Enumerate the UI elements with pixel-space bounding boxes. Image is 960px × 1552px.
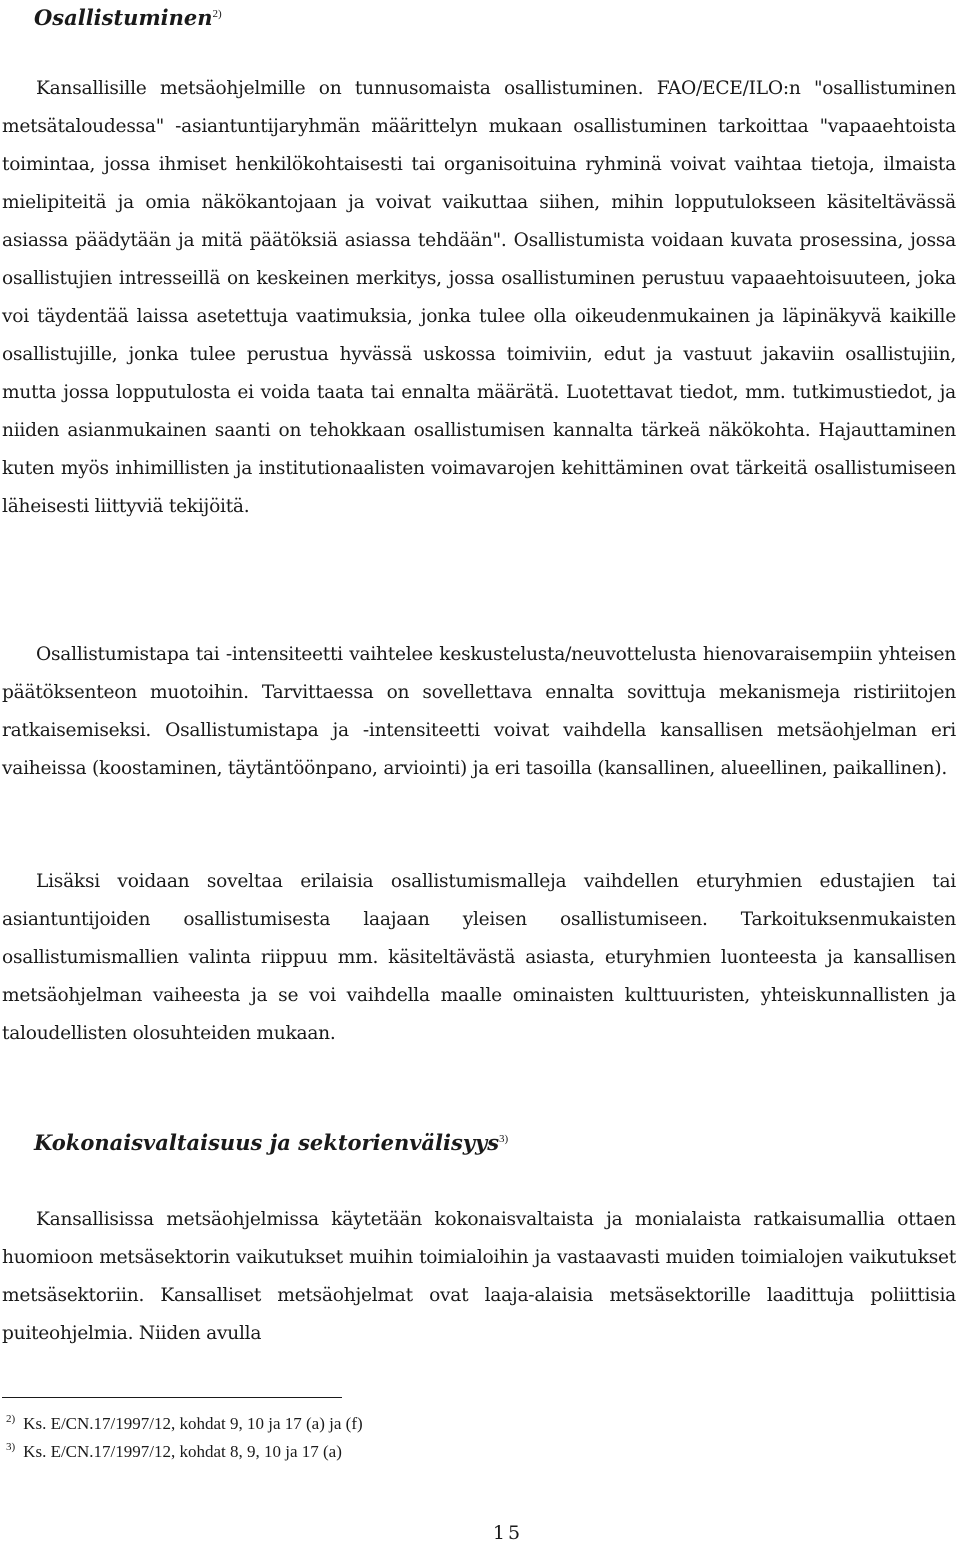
body-paragraph: Kansallisissa metsäohjelmissa käytetään kokonaisvaltaista ja monialaista ratkaisumallia ottaen huomioon metsäsektorin vaikutukset muihin toimialoihin ja vastaavasti muiden toimialojen vaikutukset metsäsektoriin. Kansalliset metsäohjelmat ovat laaja-alaisia metsäsektorille laadittuja poliittisia puiteohjelmia. Niiden avulla bbox=[2, 1209, 956, 1344]
footnote bbox=[6, 1442, 342, 1462]
section-heading-kokonaisvaltaisuus bbox=[34, 1129, 508, 1157]
footnote-text: Ks. E/CN.17/1997/12, kohdat 8, 9, 10 ja 17 (a) bbox=[23, 1442, 342, 1461]
footnote-divider bbox=[2, 1397, 342, 1398]
heading-text: Kokonaisvaltaisuus ja sektorienvälisyys bbox=[34, 1130, 500, 1155]
footnote bbox=[6, 1414, 363, 1434]
heading-text: Osallistuminen bbox=[34, 5, 213, 30]
footnote-text: Ks. E/CN.17/1997/12, kohdat 9, 10 ja 17 (a) ja (f) bbox=[23, 1414, 363, 1433]
section-heading-osallistuminen bbox=[34, 4, 222, 32]
body-paragraph: Lisäksi voidaan soveltaa erilaisia osallistumismalleja vaihdellen eturyhmien edustajien tai asiantuntijoiden osallistumisesta laajaan yleisen osallistumiseen. Tarkoituksenmukaisten osallistumismallien valinta riippuu mm. käsiteltävästä asiasta, eturyhmien luonteesta ja kansallisen metsäohjelman vaiheesta ja se voi vaihdella maalle ominaisten kulttuuristen, yhteiskunnallisten ja taloudellisten olosuhteiden mukaan. bbox=[2, 871, 956, 1044]
page-number: 15 bbox=[492, 1522, 524, 1544]
body-paragraph: Kansallisille metsäohjelmille on tunnusomaista osallistuminen. FAO/ECE/ILO:n "osallistuminen metsätaloudessa" -asiantuntijaryhmän määrittelyn mukaan osallistuminen tarkoittaa "vapaaehtoista toimintaa, jossa ihmiset henkilökohtaisesti tai organisoituina ryhminä voivat vaihtaa tietoja, ilmaista mielipiteitä ja omia näkökantojaan ja voivat vaikuttaa siihen, mihin lopputulokseen käsiteltävässä asiassa päädytään ja mitä päätöksiä asiassa tehdään". Osallistumista voidaan kuvata prosessina, jossa osallistujien intresseillä on keskeinen merkitys, jossa osallistuminen perustuu vapaaehtoisuuteen, joka voi täydentää laissa asetettuja vaatimuksia, jonka tulee olla oikeudenmukainen ja läpinäkyvä kaikille osallistujille, jonka tulee perustua hyvässä uskossa toimiviin, edut ja vastuut jakaviin osallistujiin, mutta jossa lopputulosta ei voida taata tai ennalta määrätä. Luotettavat tiedot, mm. tutkimustiedot, ja niiden asianmukainen saanti on tehokkaan osallistumisen kannalta tärkeä näkökohta. Hajauttaminen kuten myös inhimillisten ja institutionaalisten voimavarojen kehittäminen ovat tärkeitä osallistumiseen läheisesti liittyviä tekijöitä. bbox=[2, 78, 956, 517]
footnote-reference: 3) bbox=[499, 1133, 509, 1145]
footnote-number: 3) bbox=[6, 1441, 16, 1454]
body-paragraph: Osallistumistapa tai -intensiteetti vaihtelee keskustelusta/neuvottelusta hienovaraisempiin yhteisen päätöksenteon muotoihin. Tarvittaessa on sovellettava ennalta sovittuja mekanismeja ristiriitojen ratkaisemiseksi. Osallistumistapa ja -intensiteetti voivat vaihdella kansallisen metsäohjelman eri vaiheissa (koostaminen, täytäntöönpano, arviointi) ja eri tasoilla (kansallinen, alueellinen, paikallinen). bbox=[2, 644, 956, 779]
footnote-number: 2) bbox=[6, 1413, 16, 1426]
footnote-reference: 2) bbox=[212, 8, 222, 20]
